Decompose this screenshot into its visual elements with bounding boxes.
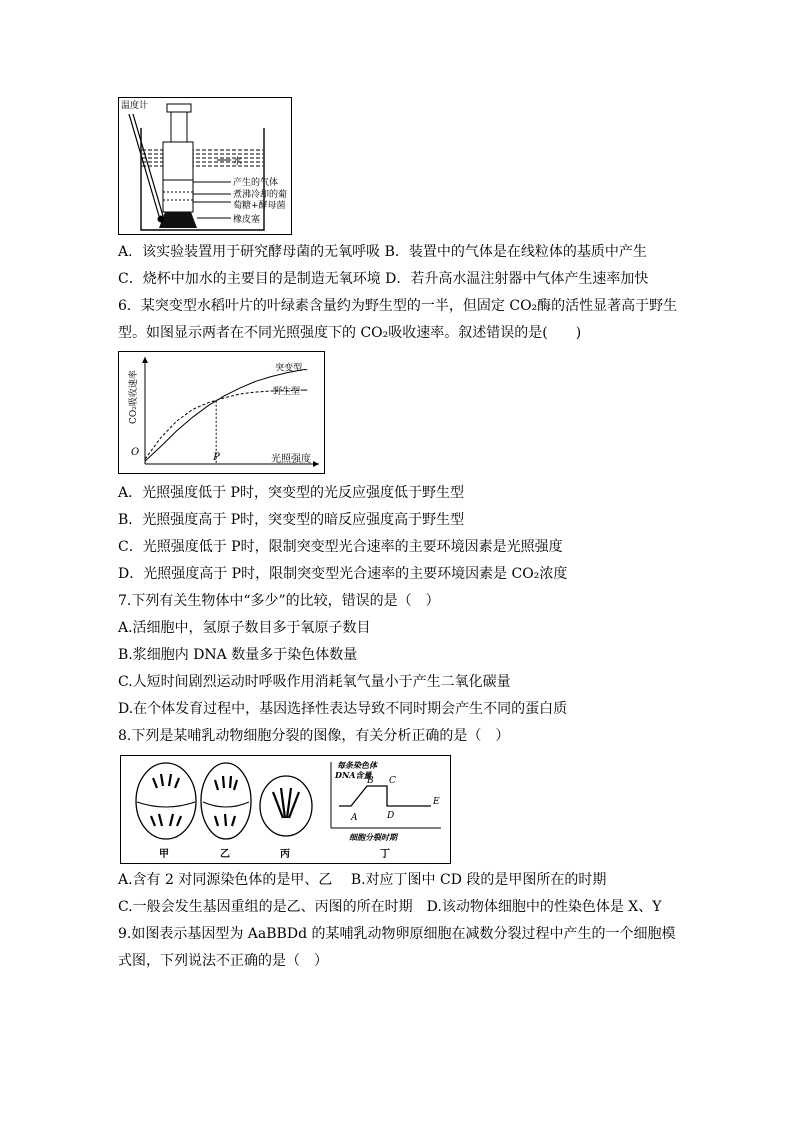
q7-option-c: C.人短时间剧烈运动时呼吸作用消耗氧气量小于产生二氧化碳量 — [118, 674, 511, 690]
water-label: 水 — [233, 157, 243, 167]
point-b: B — [367, 776, 374, 786]
label-jia: 甲 — [159, 849, 169, 860]
q7-option-d: D.在个体发育过程中，基因选择性表达导致不同时期会产生不同的蛋白质 — [118, 701, 568, 717]
p-marker-label: P — [213, 452, 220, 463]
cell-division-drawing — [121, 756, 450, 863]
glucose-label-1: 煮沸冷却的葡 — [233, 190, 288, 200]
origin-label: O — [131, 447, 140, 458]
q6-option-a: A．光照强度低于 P时，突变型的光反应强度低于野生型 — [118, 485, 464, 501]
q5-option-d: D．若升高水温注射器中气体产生速率加快 — [385, 271, 649, 287]
point-c: C — [389, 776, 396, 786]
q6-option-d: D．光照强度高于 P时，限制突变型光合速率的主要环境因素是 CO₂浓度 — [118, 566, 568, 582]
apparatus-drawing — [119, 98, 291, 234]
point-e: E — [433, 797, 440, 807]
q8-options-line-2: C.一般会发生基因重组的是乙、丙图的所在时期 D.该动物体细胞中的性染色体是 X、Y — [118, 899, 662, 915]
point-a: A — [351, 813, 358, 823]
q9-stem-line-2: 式图，下列说法不正确的是（ ） — [118, 953, 328, 969]
apparatus-figure — [118, 97, 292, 235]
dna-content-graph — [331, 760, 441, 842]
q5-option-b: B．装置中的气体是在线粒体的基质中产生 — [384, 244, 647, 260]
x-axis-label: 光照强度 — [271, 454, 311, 465]
label-ding: 丁 — [380, 849, 390, 860]
cell-jia — [136, 763, 196, 839]
thermometer-label: 温度计 — [121, 101, 149, 111]
q9-stem-line-1: 9.如图表示基因型为 AaBBDd 的某哺乳动物卵原细胞在减数分裂过程中产生的一个细胞模 — [118, 926, 676, 942]
cell-division-figure — [120, 755, 451, 864]
cell-yi — [201, 763, 251, 839]
q5-option-cd — [118, 270, 648, 288]
q6-stem-line-1: 6．某突变型水稻叶片的叶绿素含量约为野生型的一半，但固定 CO₂酶的活性显著高于野生 — [118, 298, 678, 314]
q5-option-c: C．烧杯中加水的主要目的是制造无氧环境 — [118, 271, 381, 287]
series-line-0 — [145, 370, 303, 462]
q7-stem: 7.下列有关生物体中“多少”的比较，错误的是（ ） — [118, 593, 440, 609]
y-axis-label: CO₂吸收速率 — [129, 370, 139, 424]
q6-stem-line-2: 型。如图显示两者在不同光照强度下的 CO₂吸收速率。叙述错误的是( ) — [118, 325, 582, 341]
co2-chart-svg — [119, 352, 324, 473]
dna-graph-title-1: 每条染色体 — [337, 760, 377, 770]
gas-label: 产生的气体 — [233, 178, 279, 188]
dna-graph-xlabel: 细胞分裂时期 — [349, 832, 397, 842]
q7-option-b: B.浆细胞内 DNA 数量多于染色体数量 — [118, 647, 358, 663]
series-label-0: 突变型 — [275, 363, 303, 374]
series-label-1: 野生型 — [273, 387, 301, 398]
glucose-label-2: 萄糖+酵母菌 — [233, 201, 286, 211]
q6-option-c: C．光照强度低于 P时，限制突变型光合速率的主要环境因素是光照强度 — [118, 539, 563, 555]
label-yi: 乙 — [220, 849, 230, 860]
q6-option-b: B．光照强度高于 P时，突变型的暗反应强度高于野生型 — [118, 512, 465, 528]
label-bing: 丙 — [280, 849, 290, 860]
stopper-label: 橡皮塞 — [233, 215, 261, 225]
q5-option-a: A．该实验装置用于研究酵母菌的无氧呼吸 — [118, 244, 381, 260]
cell-bing — [260, 776, 312, 836]
q5-option-ab — [118, 243, 647, 261]
q8-options-line-1: A.含有 2 对同源染色体的是甲、乙 B.对应丁图中 CD 段的是甲图所在的时期 — [118, 872, 607, 888]
dna-graph-title-2: DNA含量 — [335, 770, 372, 780]
co2-chart — [118, 351, 325, 474]
q8-stem: 8.下列是某哺乳动物细胞分裂的图像，有关分析正确的是（ ） — [118, 728, 510, 744]
point-d: D — [387, 811, 395, 821]
q7-option-a: A.活细胞中，氢原子数目多于氧原子数目 — [118, 620, 371, 636]
series-line-1 — [145, 390, 303, 459]
